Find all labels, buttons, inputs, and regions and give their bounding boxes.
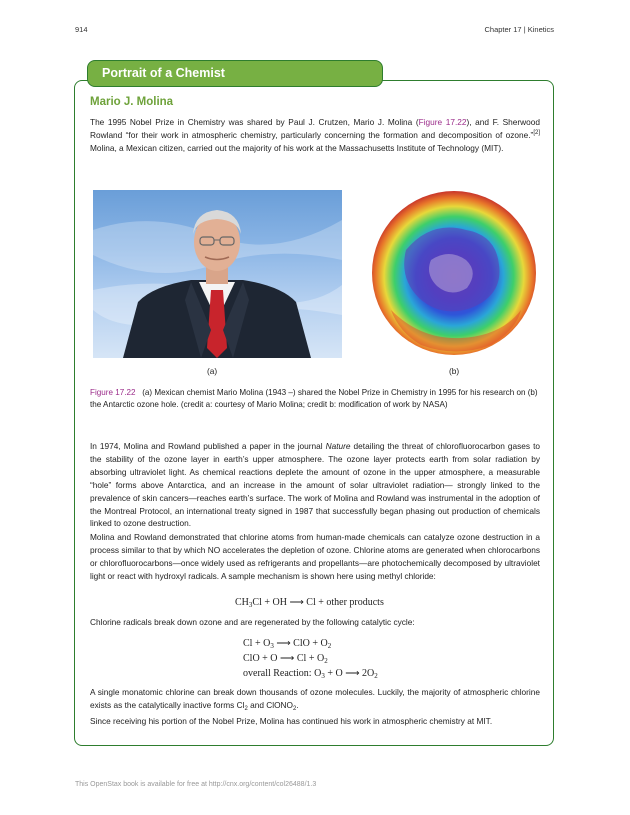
figure-caption: Figure 17.22 (a) Mexican chemist Mario Molina (1943 –) shared the Nobel Prize in Chemistry in 1995 for his research on (b) the Antarctic ozone hole. (credit a: courtesy of Mario Molina; credit b: modification of work by NASA): [90, 388, 538, 409]
equation-cycle-step-1: $Cl + O_3$ ⟶ ClO + $O_2$: [243, 638, 332, 650]
equation-cycle-step-2: ClO + O ⟶ $Cl + O_2$: [243, 653, 328, 665]
paragraph-cycle-intro: Chlorine radicals break down ozone and are regenerated by the following catalytic cycle:: [90, 617, 415, 627]
footer-note: This OpenStax book is available for free at http://cnx.org/content/col26488/1.3: [75, 781, 317, 788]
figure-reference-link[interactable]: Figure 17.22: [418, 117, 467, 127]
citation-link[interactable]: [2]: [533, 129, 540, 136]
paragraph-history: In 1974, Molina and Rowland published a paper in the journal Nature detailing the threat of chlorofluorocarbon gases to the stability of the ozone layer in earth’s upper atmosphere. The ozone layer protects earth from solar radiation by absorbing ultraviolet light. As chemical reactions deplete the amount of ozone in the upper atmosphere, a measurable “hole” forms above Antarctica, and an increase in the amount of solar ultraviolet radiation— strongly linked to the prevalence of skin cancers—reaches earth’s surface. The work of Molina and Rowland was instrumental in the adoption of the Montreal Protocol, an international treaty signed in 1987 that successfully began phasing out production of chemicals linked to ozone destruction.: [90, 441, 540, 529]
molina-photo: [93, 190, 342, 358]
chapter-header: Chapter 17 | Kinetics: [484, 25, 554, 34]
ozone-hole-image: [371, 190, 537, 356]
paragraph-closing: Since receiving his portion of the Nobel Prize, Molina has continued his work in atmospheric chemistry at MIT.: [90, 716, 493, 726]
figure-caption-label: Figure 17.22: [90, 388, 136, 397]
equation-cycle-overall: overall Reaction: $O_3 + O$ ⟶ $2O_2$: [243, 668, 378, 680]
figure-label-b: (b): [449, 366, 460, 376]
paragraph-chlorine: A single monatomic chlorine can break down thousands of ozone molecules. Luckily, the majority of atmospheric chlorine exists as the catalytically inactive forms $Cl_2$ and ClONO$_2$.: [90, 687, 540, 712]
page-number: 914: [75, 25, 88, 34]
equation-methyl-chloride: $CH_3Cl$ + OH ⟶ Cl + other products: [235, 597, 384, 609]
intro-paragraph: The 1995 Nobel Prize in Chemistry was shared by Paul J. Crutzen, Mario J. Molina (Figure 17.22), and F. Sherwood Rowland “for their work in atmospheric chemistry, particularly concerning the formation and decomposition of ozone.”[2] Molina, a Mexican citizen, carried out the majority of his work at the Massachusetts Institute of Technology (MIT).: [90, 117, 540, 153]
feature-subtitle: Mario J. Molina: [90, 96, 174, 108]
feature-title: Portrait of a Chemist: [87, 60, 383, 87]
figure-label-a: (a): [207, 366, 218, 376]
paragraph-mechanism: Molina and Rowland demonstrated that chlorine atoms from human-made chemicals can catalyze ozone destruction in a process similar to that by which NO accelerates the depletion of ozone. Chlorine atoms are generated when chlorocarbons or chlorofluorocarbons—once widely used as refrigerants and propellants—are photochemically decomposed by ultraviolet light or react with hydroxyl radicals. A sample mechanism is shown here using methyl chloride:: [90, 532, 540, 581]
